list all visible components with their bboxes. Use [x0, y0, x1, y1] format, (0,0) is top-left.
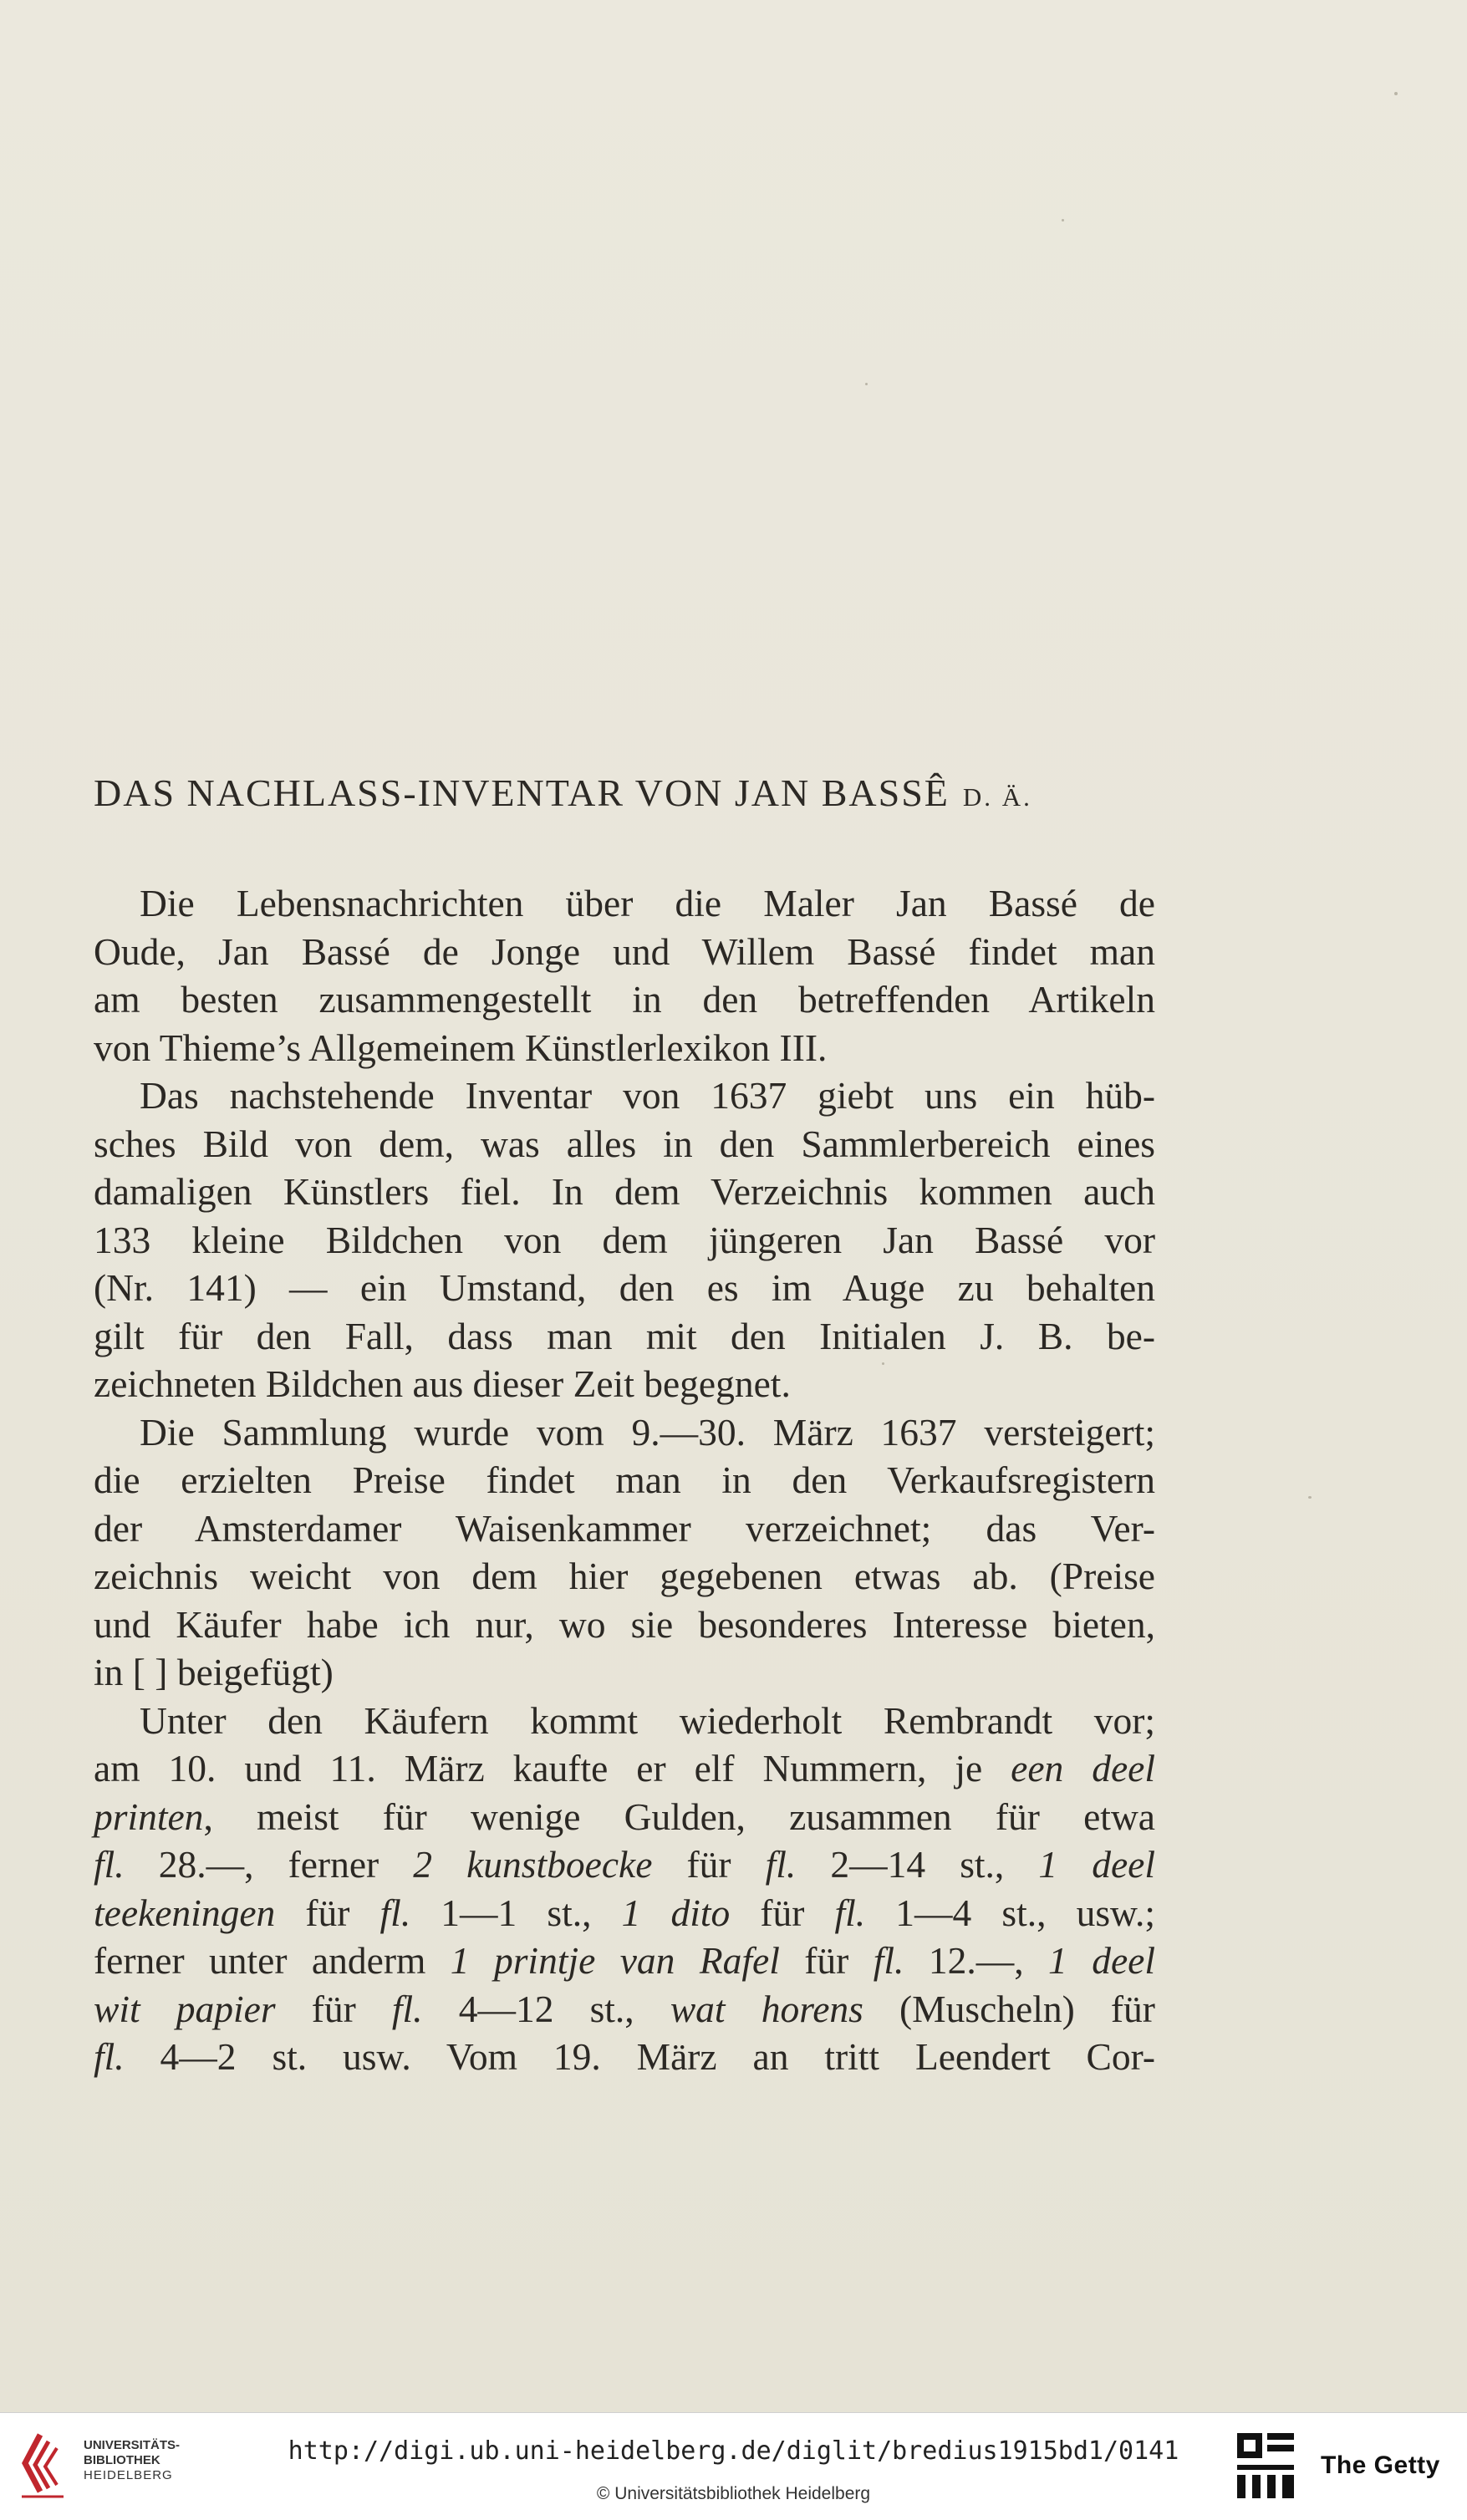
- text-line: von Thieme’s Allgemeinem Künstlerlexikon III.: [94, 1026, 828, 1069]
- text-line: gilt für den Fall, dass man mit den Initialen J. B. be-: [94, 1314, 1155, 1357]
- page-title: [94, 771, 1197, 815]
- title-suffix: D. Ä.: [962, 782, 1032, 812]
- text-line: Die Sammlung wurde vom 9.—30. März 1637 versteigert;: [140, 1410, 1155, 1453]
- permalink-url[interactable]: http://digi.ub.uni-heidelberg.de/diglit/bredius1915bd1/0141: [288, 2436, 1179, 2466]
- text-line: damaligen Künstlers fiel. In dem Verzeichnis kommen auch: [94, 1170, 1155, 1213]
- text-line: Oude, Jan Bassé de Jonge und Willem Bassé findet man: [94, 929, 1155, 973]
- text-line: und Käufer habe ich nur, wo sie besonderes Interesse bieten,: [94, 1602, 1155, 1646]
- text-line: Die Lebensnachrichten über die Maler Jan Bassé de: [140, 882, 1155, 924]
- paper-speck: [1394, 92, 1398, 95]
- text-line: fl. 28.—, ferner 2 kunstboecke für fl. 2—14 st., 1 deel: [94, 1843, 1155, 1886]
- text-line: teekeningen für fl. 1—1 st., 1 dito für fl. 1—4 st., usw.;: [94, 1891, 1155, 1934]
- text-line: am 10. und 11. März kaufte er elf Nummern, je een deel: [94, 1747, 1155, 1789]
- body-text: [94, 879, 1155, 2081]
- text-line: wit papier für fl. 4—12 st., wat horens (Muscheln) für: [94, 1987, 1155, 2030]
- library-line2: BIBLIOTHEK: [84, 2453, 160, 2467]
- text-line: am besten zusammengestellt in den betreffenden Artikeln: [94, 978, 1155, 1021]
- getty-name: The Getty: [1321, 2451, 1440, 2479]
- footer-bar: [0, 2412, 1467, 2520]
- text-line: ferner unter anderm 1 printje van Rafel für fl. 12.—, 1 deel: [94, 1939, 1155, 1982]
- text-line: fl. 4—2 st. usw. Vom 19. März an tritt Leendert Cor-: [94, 2035, 1155, 2078]
- text-line: Das nachstehende Inventar von 1637 giebt uns ein hüb-: [140, 1074, 1155, 1117]
- paper-speck: [865, 383, 868, 385]
- text-line: die erzielten Preise findet man in den Verkaufsregistern: [94, 1459, 1155, 1501]
- paper-speck: [1308, 1496, 1312, 1499]
- library-line3: HEIDELBERG: [84, 2468, 173, 2482]
- text-line: Unter den Käufern kommt wiederholt Rembrandt vor;: [140, 1698, 1155, 1742]
- title-main: DAS NACHLASS-INVENTAR VON JAN BASSÊ: [94, 771, 950, 814]
- text-line: der Amsterdamer Waisenkammer verzeichnet; das Ver-: [94, 1506, 1155, 1550]
- text-line: printen, meist für wenige Gulden, zusammen für etwa: [94, 1795, 1155, 1838]
- text-line: zeichnis weicht von dem hier gegebenen etwas ab. (Preise: [94, 1555, 1155, 1597]
- getty-logo-icon: [1234, 2430, 1297, 2502]
- text-line: 133 kleine Bildchen von dem jüngeren Jan Bassé vor: [94, 1218, 1155, 1261]
- copyright-notice: © Universitätsbibliothek Heidelberg: [596, 2484, 871, 2503]
- library-line1: UNIVERSITÄTS-: [84, 2438, 181, 2452]
- text-line: in [ ] beigefügt): [94, 1651, 334, 1693]
- text-line: (Nr. 141) — ein Umstand, den es im Auge zu behalten: [94, 1266, 1155, 1309]
- text-line: zeichneten Bildchen aus dieser Zeit begegnet.: [94, 1362, 791, 1405]
- text-line: sches Bild von dem, was alles in den Sammlerbereich eines: [94, 1122, 1155, 1165]
- paper-speck: [1062, 219, 1064, 221]
